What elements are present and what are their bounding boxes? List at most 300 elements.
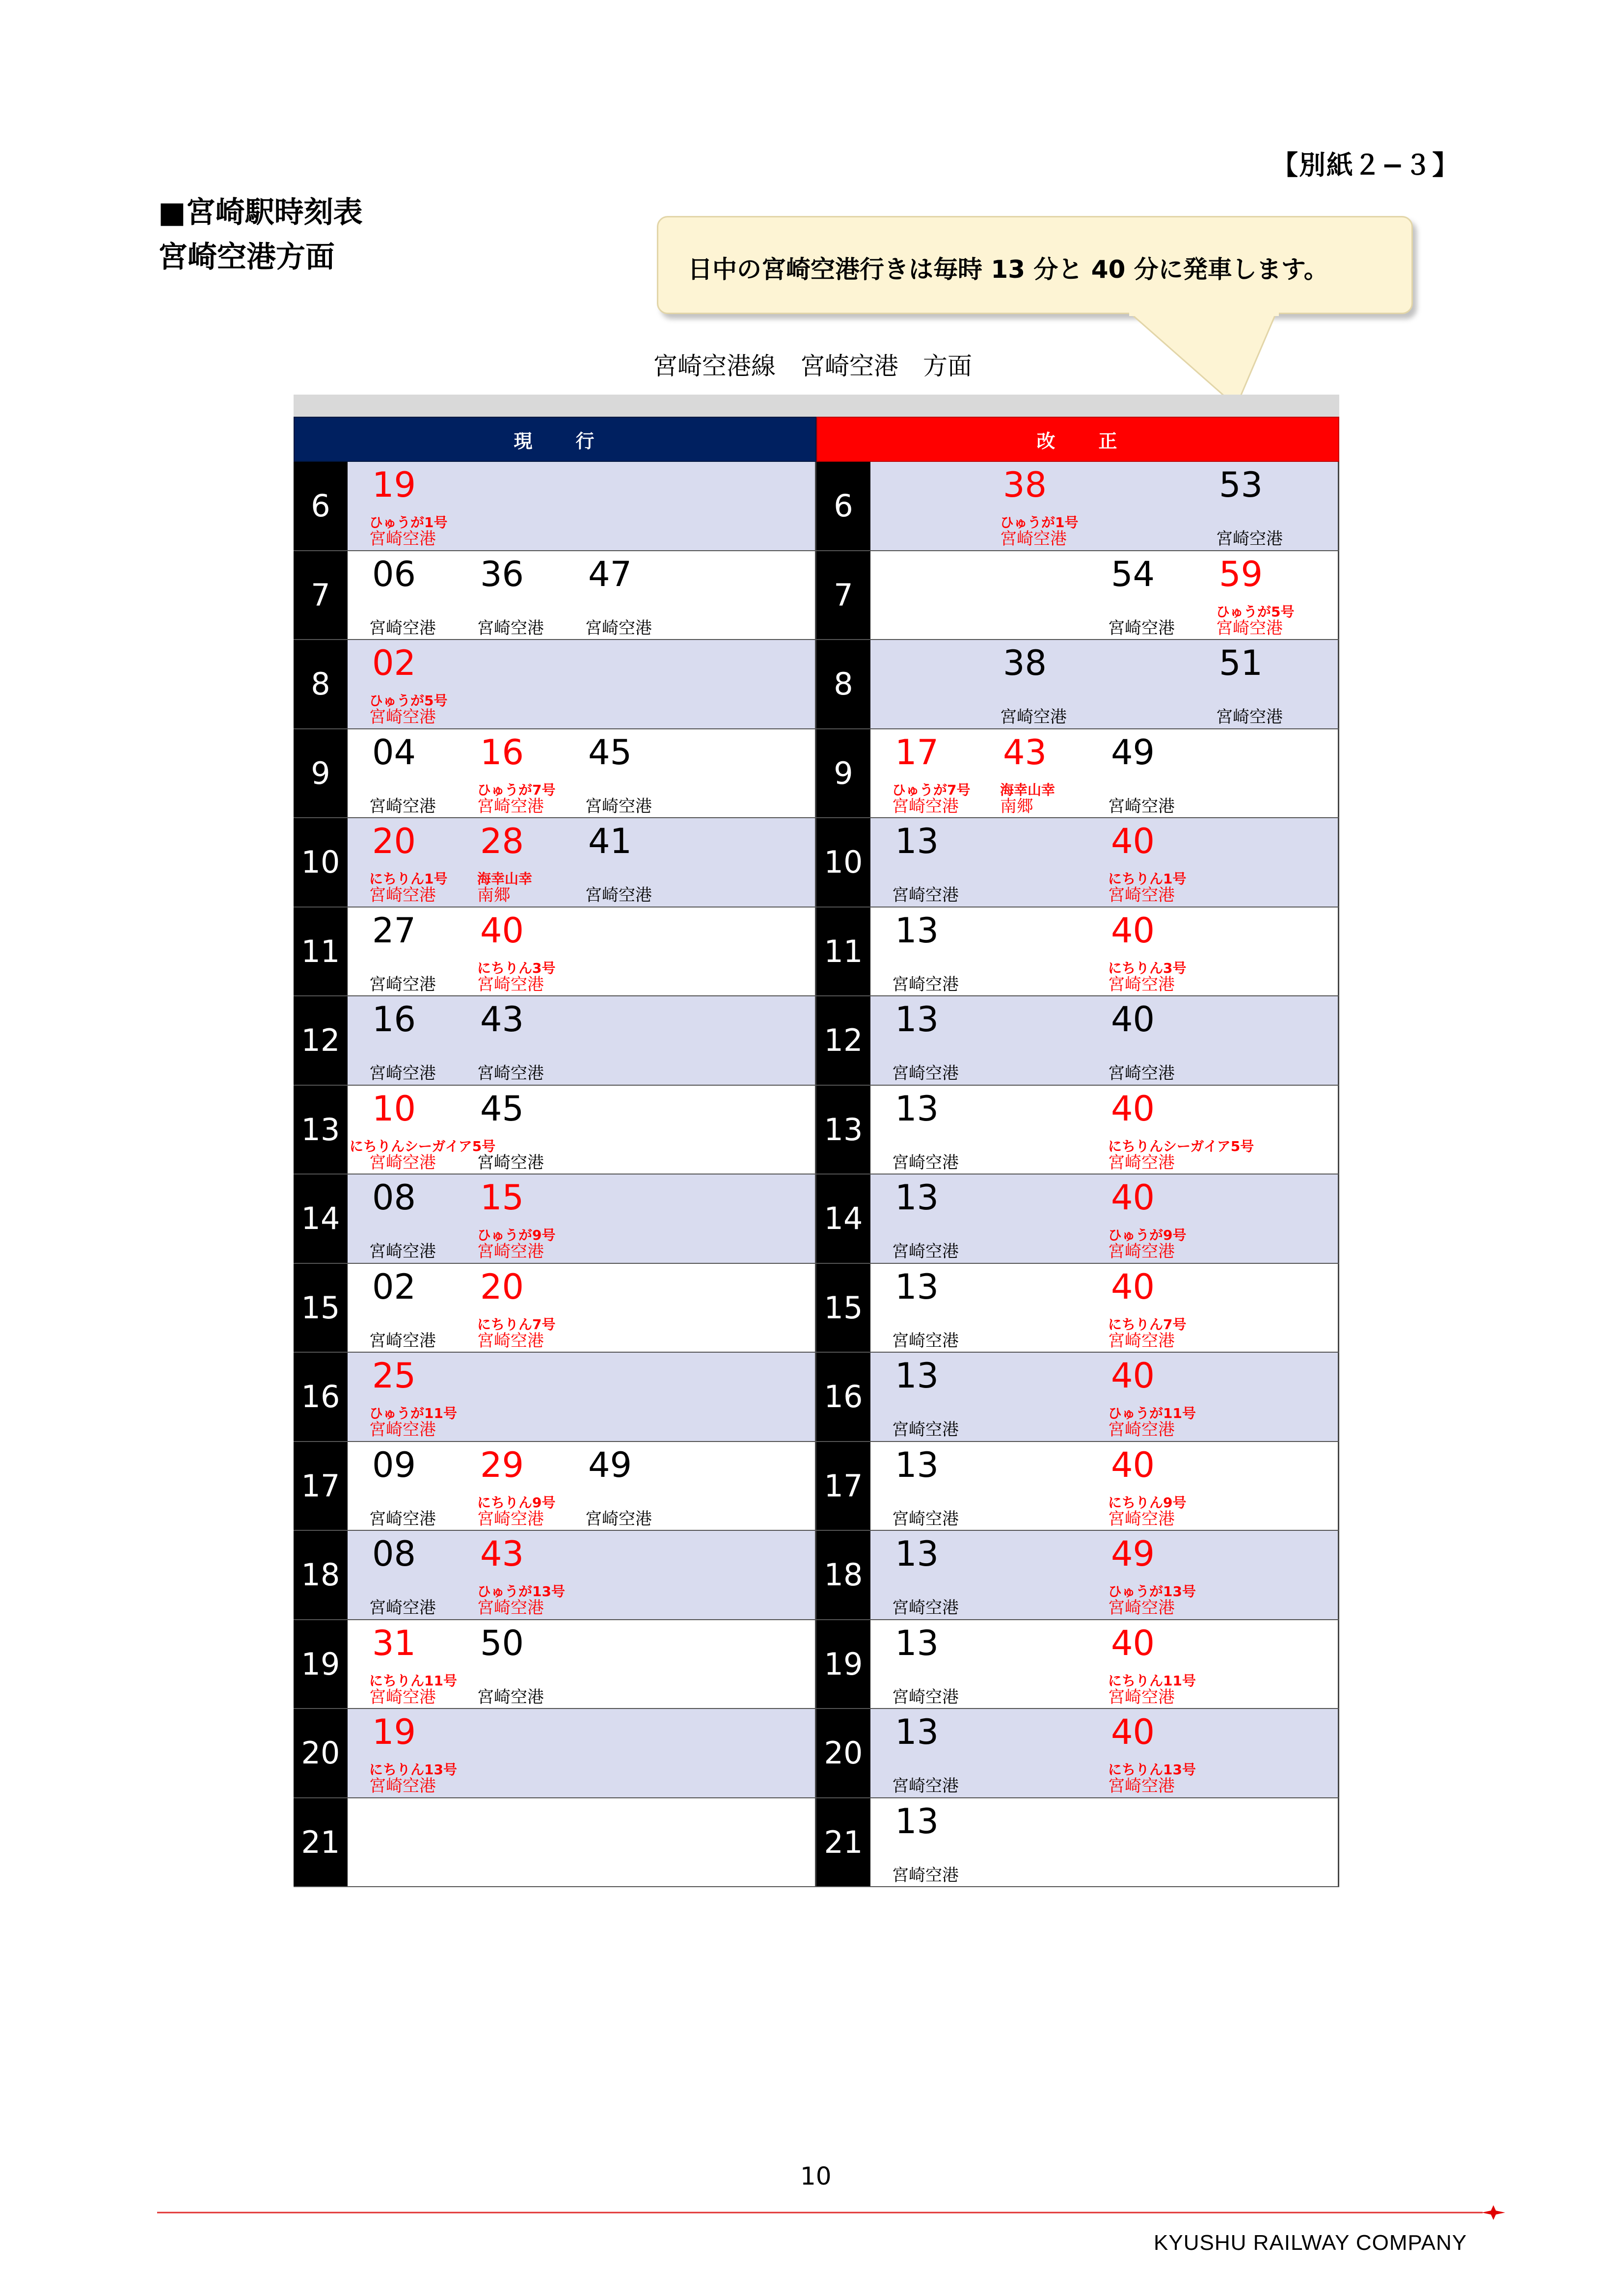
departure-minute: 28 — [480, 821, 524, 861]
departure-entry — [870, 908, 978, 996]
departure-minute: 13 — [895, 1623, 939, 1663]
destination-label: 宮崎空港 — [892, 1776, 959, 1796]
departure-entry — [1086, 996, 1194, 1085]
destination-label: 宮崎空港 — [1108, 618, 1175, 638]
departure-entry — [870, 1175, 978, 1263]
departure-entry — [456, 1264, 564, 1352]
departures — [870, 1086, 1338, 1174]
train-name: にちりん9号 — [477, 1494, 556, 1511]
departure-minute: 13 — [895, 1088, 939, 1129]
destination-label: 宮崎空港 — [892, 974, 959, 994]
destination-label: 宮崎空港 — [892, 1598, 959, 1618]
departure-minute: 20 — [480, 1266, 524, 1307]
hour-label: 13 — [816, 1086, 870, 1174]
departures — [348, 640, 815, 728]
departure-entry — [564, 551, 672, 640]
destination-label: 宮崎空港 — [1108, 1509, 1175, 1529]
line-direction-title: 宮崎空港線 宮崎空港 方面 — [653, 352, 972, 380]
departure-entry — [348, 1709, 456, 1797]
departure-minute: 49 — [588, 1444, 632, 1485]
departures — [348, 1175, 815, 1263]
departure-minute: 43 — [480, 1534, 524, 1574]
train-name: ひゅうが7号 — [477, 781, 556, 798]
departure-entry — [1194, 462, 1302, 550]
page-number: 10 — [800, 2162, 832, 2190]
departure-entry — [870, 1264, 978, 1352]
train-name: 海幸山幸 — [477, 871, 533, 887]
departures — [348, 1531, 815, 1619]
hour-label: 9 — [816, 729, 870, 818]
departure-minute: 13 — [895, 1356, 939, 1396]
destination-label: 宮崎空港 — [892, 1865, 959, 1885]
departure-entry — [456, 551, 564, 640]
departures — [348, 1442, 815, 1530]
table-row — [294, 1531, 1339, 1620]
departure-minute: 20 — [372, 821, 416, 861]
destination-label: 宮崎空港 — [369, 529, 436, 549]
destination-label: 宮崎空港 — [369, 1687, 436, 1707]
departure-entry — [870, 729, 978, 818]
departures — [870, 1264, 1338, 1352]
departures — [348, 996, 815, 1085]
destination-label: 宮崎空港 — [1108, 1420, 1175, 1440]
departure-minute: 40 — [1111, 1266, 1155, 1307]
current-schedule-cell — [294, 1264, 816, 1352]
current-schedule-cell — [294, 729, 816, 818]
destination-label: 宮崎空港 — [892, 1242, 959, 1261]
departure-minute: 13 — [895, 1534, 939, 1574]
departure-entry — [978, 462, 1086, 550]
train-name: にちりん3号 — [1108, 960, 1187, 976]
departure-entry — [348, 1264, 456, 1352]
destination-label: 宮崎空港 — [1108, 1064, 1175, 1083]
destination-label: 宮崎空港 — [1108, 1331, 1175, 1351]
departures — [870, 1353, 1338, 1441]
destination-label: 宮崎空港 — [1000, 707, 1067, 727]
destination-label: 宮崎空港 — [477, 1598, 544, 1618]
departure-entry — [456, 818, 564, 907]
departure-minute: 38 — [1003, 465, 1047, 505]
hour-label: 9 — [294, 729, 348, 818]
departure-minute: 13 — [895, 1801, 939, 1842]
footer-rule-logo — [157, 2205, 1507, 2220]
departure-entry — [870, 1531, 978, 1619]
departure-minute: 15 — [480, 1177, 524, 1218]
departure-minute: 41 — [588, 821, 632, 861]
departures — [348, 551, 815, 640]
train-name: ひゅうが9号 — [477, 1227, 556, 1243]
destination-label: 宮崎空港 — [892, 885, 959, 905]
timetable-rows — [294, 462, 1339, 1887]
revised-schedule-cell — [816, 1709, 1339, 1797]
hour-label: 17 — [294, 1442, 348, 1530]
current-schedule-cell — [294, 1175, 816, 1263]
train-name: ひゅうが7号 — [892, 781, 971, 798]
train-name: ひゅうが13号 — [1108, 1583, 1196, 1600]
departure-minute: 27 — [372, 910, 416, 951]
revised-schedule-cell — [816, 818, 1339, 907]
departure-entry — [456, 908, 564, 996]
destination-label: 宮崎空港 — [892, 796, 959, 816]
destination-label: 南郷 — [477, 885, 511, 905]
departure-entry — [348, 1531, 456, 1619]
departure-entry — [456, 1531, 564, 1619]
departure-minute: 06 — [372, 554, 416, 594]
destination-label: 宮崎空港 — [585, 885, 652, 905]
destination-label: 宮崎空港 — [369, 1152, 436, 1173]
departure-entry — [1086, 1264, 1194, 1352]
departure-entry — [1086, 818, 1194, 907]
departure-entry — [456, 1175, 564, 1263]
current-schedule-header: 現 行 — [294, 417, 816, 462]
train-name: にちりん3号 — [477, 960, 556, 976]
departure-entry — [348, 1442, 456, 1530]
departure-minute: 04 — [372, 732, 416, 773]
departure-entry — [348, 551, 456, 640]
revised-schedule-cell — [816, 1531, 1339, 1619]
departure-minute: 40 — [480, 910, 524, 951]
departures — [870, 1442, 1338, 1530]
hour-label: 15 — [294, 1264, 348, 1352]
departure-minute: 19 — [372, 1712, 416, 1752]
destination-label: 宮崎空港 — [477, 1152, 544, 1173]
destination-label: 宮崎空港 — [477, 1687, 544, 1707]
departure-entry — [1194, 551, 1302, 640]
hour-label: 17 — [816, 1442, 870, 1530]
departure-minute: 49 — [1111, 1534, 1155, 1574]
train-name: ひゅうが11号 — [1108, 1405, 1196, 1421]
hour-label: 20 — [294, 1709, 348, 1797]
table-row — [294, 1620, 1339, 1709]
destination-label: 宮崎空港 — [477, 1064, 544, 1083]
train-name: ひゅうが1号 — [1000, 514, 1079, 531]
departure-minute: 13 — [895, 1177, 939, 1218]
train-name: ひゅうが9号 — [1108, 1227, 1187, 1243]
table-row — [294, 640, 1339, 729]
hour-label: 7 — [294, 551, 348, 640]
departures — [870, 1175, 1338, 1263]
hour-label: 11 — [294, 908, 348, 996]
departure-minute: 25 — [372, 1356, 416, 1396]
destination-label: 宮崎空港 — [477, 618, 544, 638]
hour-label: 8 — [294, 640, 348, 728]
departure-entry — [456, 1442, 564, 1530]
hour-label: 15 — [816, 1264, 870, 1352]
departures — [348, 1264, 815, 1352]
page-title: ■宮崎駅時刻表 — [158, 195, 363, 230]
departure-entry — [564, 1442, 672, 1530]
revised-schedule-cell — [816, 1086, 1339, 1174]
destination-label: 宮崎空港 — [369, 796, 436, 816]
hour-label: 18 — [816, 1531, 870, 1619]
destination-label: 宮崎空港 — [477, 796, 544, 816]
revised-schedule-cell — [816, 462, 1339, 550]
hour-label: 7 — [816, 551, 870, 640]
hour-label: 8 — [816, 640, 870, 728]
current-schedule-cell — [294, 1709, 816, 1797]
departure-entry — [564, 818, 672, 907]
departures — [348, 818, 815, 907]
revised-schedule-cell — [816, 551, 1339, 640]
departure-minute: 45 — [480, 1088, 524, 1129]
departure-entry — [348, 908, 456, 996]
destination-label: 宮崎空港 — [477, 974, 544, 994]
destination-label: 宮崎空港 — [369, 885, 436, 905]
destination-label: 宮崎空港 — [892, 1152, 959, 1173]
departure-minute: 40 — [1111, 1623, 1155, 1663]
hour-label: 16 — [816, 1353, 870, 1441]
destination-label: 宮崎空港 — [892, 1064, 959, 1083]
hour-label: 21 — [816, 1798, 870, 1887]
departures — [870, 1620, 1338, 1709]
departures — [870, 996, 1338, 1085]
departure-minute: 16 — [372, 999, 416, 1040]
revised-schedule-header: 改 正 — [816, 417, 1339, 462]
departures — [348, 1798, 815, 1887]
departure-entry — [456, 996, 564, 1085]
destination-label: 宮崎空港 — [1108, 885, 1175, 905]
table-row — [294, 1086, 1339, 1175]
departure-entry — [348, 996, 456, 1085]
train-name: にちりん7号 — [477, 1316, 556, 1333]
train-name: にちりん11号 — [369, 1672, 457, 1689]
departure-minute: 38 — [1003, 643, 1047, 683]
departure-entry — [1086, 1175, 1194, 1263]
revised-schedule-cell — [816, 1798, 1339, 1887]
train-name: ひゅうが1号 — [369, 514, 448, 531]
current-schedule-cell — [294, 1353, 816, 1441]
table-header-row — [294, 417, 1339, 462]
destination-label: 宮崎空港 — [1216, 529, 1283, 549]
destination-label: 宮崎空港 — [477, 1242, 544, 1261]
destination-label: 宮崎空港 — [369, 1331, 436, 1351]
train-name: にちりん1号 — [1108, 871, 1187, 887]
departure-minute: 47 — [588, 554, 632, 594]
departures — [870, 551, 1338, 640]
departure-minute: 45 — [588, 732, 632, 773]
destination-label: 宮崎空港 — [585, 796, 652, 816]
departure-minute: 13 — [895, 910, 939, 951]
destination-label: 南郷 — [1000, 796, 1033, 816]
destination-label: 宮崎空港 — [1108, 974, 1175, 994]
departure-entry — [1086, 1709, 1194, 1797]
train-name: 海幸山幸 — [1000, 781, 1056, 798]
hour-label: 14 — [816, 1175, 870, 1263]
departures — [870, 729, 1338, 818]
destination-label: 宮崎空港 — [369, 1420, 436, 1440]
revised-schedule-cell — [816, 1442, 1339, 1530]
current-schedule-cell — [294, 1798, 816, 1887]
train-name: にちりん11号 — [1108, 1672, 1196, 1689]
destination-label: 宮崎空港 — [477, 1509, 544, 1529]
company-name: KYUSHU RAILWAY COMPANY — [1154, 2231, 1467, 2255]
table-row — [294, 551, 1339, 641]
departure-minute: 51 — [1219, 643, 1263, 683]
current-schedule-cell — [294, 1620, 816, 1709]
departure-entry — [348, 729, 456, 818]
departure-entry — [456, 1620, 564, 1709]
departures — [348, 729, 815, 818]
departure-minute: 54 — [1111, 554, 1155, 594]
train-name: ひゅうが13号 — [477, 1583, 565, 1600]
revised-schedule-cell — [816, 1353, 1339, 1441]
table-row — [294, 908, 1339, 997]
departure-minute: 13 — [895, 1712, 939, 1752]
hour-label: 6 — [816, 462, 870, 550]
train-name: にちりん13号 — [1108, 1762, 1196, 1778]
table-row — [294, 1709, 1339, 1798]
callout-text: 日中の宮崎空港行きは毎時 13 分と 40 分に発車します。 — [688, 255, 1328, 284]
departure-entry — [870, 1086, 978, 1174]
destination-label: 宮崎空港 — [369, 1776, 436, 1796]
departures — [870, 640, 1338, 728]
departure-entry — [1086, 1620, 1194, 1709]
train-name: にちりん13号 — [369, 1762, 457, 1778]
departures — [348, 908, 815, 996]
hour-label: 18 — [294, 1531, 348, 1619]
departure-minute: 13 — [895, 999, 939, 1040]
destination-label: 宮崎空港 — [585, 1509, 652, 1529]
departure-minute: 40 — [1111, 1356, 1155, 1396]
departure-entry — [456, 729, 564, 818]
destination-label: 宮崎空港 — [369, 1598, 436, 1618]
departure-entry — [348, 462, 456, 550]
departure-entry — [870, 1442, 978, 1530]
table-row — [294, 1175, 1339, 1264]
hour-label: 13 — [294, 1086, 348, 1174]
train-name: にちりん7号 — [1108, 1316, 1187, 1333]
destination-label: 宮崎空港 — [1000, 529, 1067, 549]
hour-label: 19 — [294, 1620, 348, 1709]
departure-minute: 36 — [480, 554, 524, 594]
table-top-strip — [294, 395, 1339, 417]
hour-label: 12 — [294, 996, 348, 1085]
timetable — [294, 395, 1339, 1887]
departure-entry — [1086, 1353, 1194, 1441]
departure-entry — [1086, 1442, 1194, 1530]
current-schedule-cell — [294, 818, 816, 907]
departures — [870, 1531, 1338, 1619]
departure-entry — [1086, 729, 1194, 818]
destination-label: 宮崎空港 — [892, 1331, 959, 1351]
departures — [348, 462, 815, 550]
departure-minute: 29 — [480, 1444, 524, 1485]
departure-minute: 13 — [895, 1266, 939, 1307]
departure-minute: 08 — [372, 1177, 416, 1218]
destination-label: 宮崎空港 — [585, 618, 652, 638]
current-schedule-cell — [294, 640, 816, 728]
departures — [348, 1086, 815, 1174]
table-row — [294, 729, 1339, 819]
revised-schedule-cell — [816, 1620, 1339, 1709]
destination-label: 宮崎空港 — [369, 618, 436, 638]
departure-entry — [348, 1086, 496, 1174]
departure-minute: 43 — [480, 999, 524, 1040]
current-schedule-cell — [294, 908, 816, 996]
train-name: にちりん1号 — [369, 871, 448, 887]
departure-minute: 02 — [372, 1266, 416, 1307]
departure-entry — [348, 1175, 456, 1263]
departure-entry — [870, 996, 978, 1085]
departure-minute: 40 — [1111, 1712, 1155, 1752]
attachment-label: 【別紙２−３】 — [1272, 150, 1460, 181]
departures — [870, 1709, 1338, 1797]
departure-entry — [1086, 908, 1194, 996]
revised-schedule-cell — [816, 1175, 1339, 1263]
callout-bubble — [657, 216, 1413, 314]
departure-entry — [978, 729, 1086, 818]
destination-label: 宮崎空港 — [1108, 1242, 1175, 1261]
table-row — [294, 1353, 1339, 1442]
train-name: にちりんシーガイア5号 — [1108, 1138, 1254, 1154]
hour-label: 11 — [816, 908, 870, 996]
departure-entry — [870, 1709, 978, 1797]
departure-minute: 40 — [1111, 1444, 1155, 1485]
table-row — [294, 1264, 1339, 1353]
departure-minute: 50 — [480, 1623, 524, 1663]
departure-entry — [978, 640, 1086, 728]
destination-label: 宮崎空港 — [369, 1064, 436, 1083]
departure-entry — [1194, 640, 1302, 728]
departure-minute: 40 — [1111, 910, 1155, 951]
destination-label: 宮崎空港 — [1216, 707, 1283, 727]
hour-label: 14 — [294, 1175, 348, 1263]
destination-label: 宮崎空港 — [1216, 618, 1283, 638]
departure-entry — [348, 1620, 456, 1709]
departures — [348, 1353, 815, 1441]
departure-entry — [348, 640, 456, 728]
hour-label: 19 — [816, 1620, 870, 1709]
train-name: ひゅうが11号 — [369, 1405, 457, 1421]
destination-label: 宮崎空港 — [369, 974, 436, 994]
departure-entry — [456, 1086, 564, 1174]
hour-label: 20 — [816, 1709, 870, 1797]
current-schedule-cell — [294, 1531, 816, 1619]
departure-minute: 19 — [372, 465, 416, 505]
hour-label: 6 — [294, 462, 348, 550]
table-row — [294, 818, 1339, 908]
departures — [348, 1709, 815, 1797]
departure-entry — [1086, 1531, 1194, 1619]
departure-minute: 16 — [480, 732, 524, 773]
revised-schedule-cell — [816, 908, 1339, 996]
hour-label: 10 — [294, 818, 348, 907]
destination-label: 宮崎空港 — [892, 1420, 959, 1440]
departure-entry — [348, 1353, 456, 1441]
departure-minute: 31 — [372, 1623, 416, 1663]
table-row — [294, 1442, 1339, 1531]
destination-label: 宮崎空港 — [369, 1509, 436, 1529]
departure-minute: 49 — [1111, 732, 1155, 773]
train-name: ひゅうが5号 — [1216, 603, 1295, 620]
train-name: にちりん9号 — [1108, 1494, 1187, 1511]
departure-entry — [1086, 1086, 1254, 1174]
departure-entry — [870, 1798, 978, 1887]
destination-label: 宮崎空港 — [1108, 1687, 1175, 1707]
revised-schedule-cell — [816, 1264, 1339, 1352]
hour-label: 21 — [294, 1798, 348, 1887]
departure-entry — [870, 818, 978, 907]
destination-label: 宮崎空港 — [369, 1242, 436, 1261]
departure-entry — [870, 1353, 978, 1441]
departures — [870, 908, 1338, 996]
destination-label: 宮崎空港 — [1108, 796, 1175, 816]
departure-minute: 08 — [372, 1534, 416, 1574]
departures — [870, 1798, 1338, 1887]
departure-minute: 40 — [1111, 1177, 1155, 1218]
departure-minute: 53 — [1219, 465, 1263, 505]
hour-label: 16 — [294, 1353, 348, 1441]
